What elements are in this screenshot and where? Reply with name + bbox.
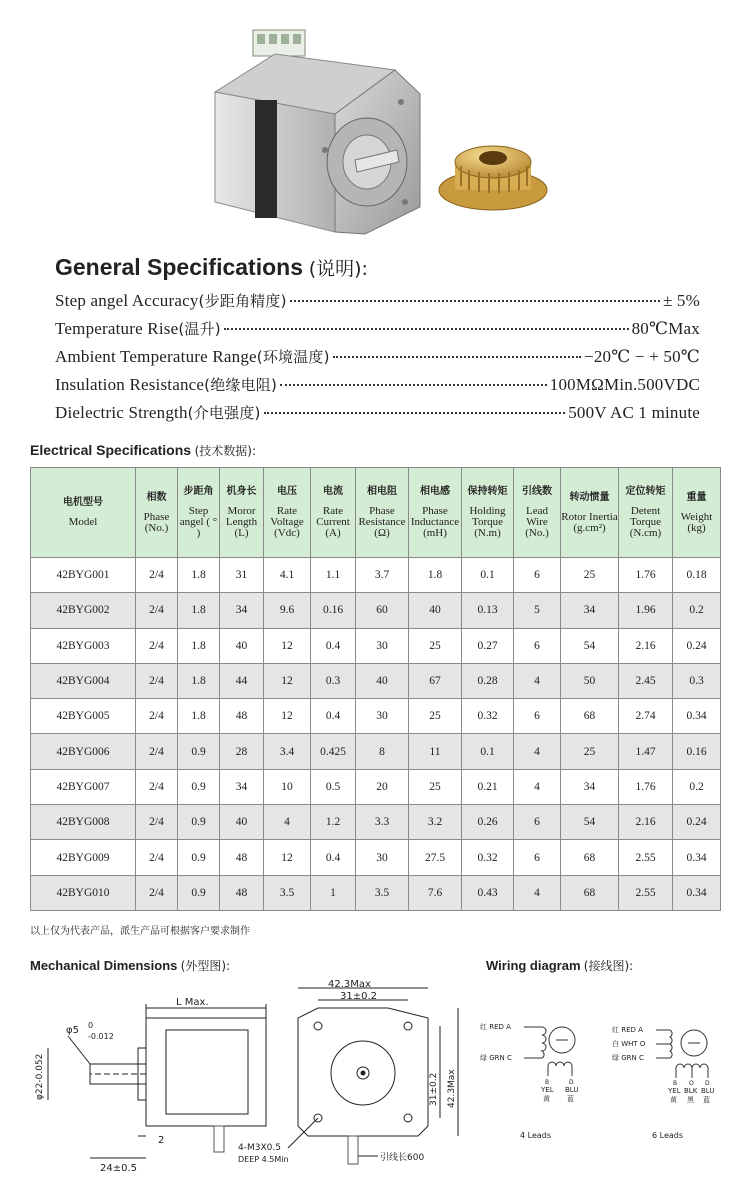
table-cell: 68	[561, 875, 619, 910]
table-cell: 1.8	[178, 558, 220, 593]
table-cell: 1.2	[311, 805, 356, 840]
table-cell: 11	[409, 734, 462, 769]
header-rate-current: 电流 Rate Current (A)	[311, 468, 356, 558]
header-phase-inductance: 相电感 Phase Inductance (mH)	[409, 468, 462, 558]
table-cell: 60	[356, 593, 409, 628]
table-cell: 34	[220, 769, 264, 804]
table-cell: 10	[264, 769, 311, 804]
table-cell: 68	[561, 840, 619, 875]
mechanical-drawing	[28, 978, 488, 1178]
table-cell: 34	[561, 593, 619, 628]
lead-yel: YEL	[541, 1086, 554, 1094]
lead-blu: BLU	[565, 1086, 579, 1094]
dim-shaft-length: 24±0.5	[100, 1163, 138, 1174]
table-cell: 0.16	[311, 593, 356, 628]
table-cell: 2/4	[136, 805, 178, 840]
table-cell: 4.1	[264, 558, 311, 593]
header-rate-voltage: 电压 Rate Voltage (Vdc)	[264, 468, 311, 558]
table-cell: 0.26	[462, 805, 514, 840]
lead6-blk: BLK	[684, 1087, 698, 1095]
table-cell: 0.2	[673, 769, 721, 804]
header-motor-length: 机身长 Moror Length (L)	[220, 468, 264, 558]
header-holding-torque: 保持转矩 Holding Torque (N.m)	[462, 468, 514, 558]
table-cell: 5	[514, 593, 561, 628]
lead6-yel-cn: 黄	[670, 1096, 677, 1104]
table-cell: 25	[561, 558, 619, 593]
wiring-6-leads	[612, 1010, 724, 1150]
dim-hole-pitch: 31±0.2	[340, 991, 378, 1002]
leader-dots	[280, 384, 547, 386]
table-cell: 0.1	[462, 734, 514, 769]
table-cell: 2/4	[136, 734, 178, 769]
header-detent-torque: 定位转矩 Detent Torque (N.cm)	[619, 468, 673, 558]
table-cell: 30	[356, 628, 409, 663]
header-weight: 重量 Weight (kg)	[673, 468, 721, 558]
table-cell: 0.9	[178, 875, 220, 910]
table-cell: 0.9	[178, 769, 220, 804]
table-cell: 1.1	[311, 558, 356, 593]
table-cell: 42BYG003	[31, 628, 136, 663]
caption-6-leads: 6 Leads	[652, 1131, 684, 1140]
table-cell: 2/4	[136, 558, 178, 593]
dim-width-max: 42.3Max	[328, 979, 371, 990]
table-cell: 6	[514, 840, 561, 875]
table-cell: 3.4	[264, 734, 311, 769]
wire6-wht-o: 白 WHT O	[612, 1040, 646, 1048]
table-row	[31, 769, 721, 804]
table-cell: 1.96	[619, 593, 673, 628]
dim-shaft-tol-top: 0	[88, 1021, 94, 1030]
table-cell: 7.6	[409, 875, 462, 910]
table-cell: 0.16	[673, 734, 721, 769]
table-cell: 48	[220, 699, 264, 734]
lead6-yel: YEL	[668, 1087, 681, 1095]
table-cell: 67	[409, 663, 462, 698]
table-cell: 48	[220, 875, 264, 910]
wire-red-a: 红 RED A	[480, 1023, 511, 1031]
table-cell: 42BYG005	[31, 699, 136, 734]
table-row	[31, 593, 721, 628]
dim-height-max: 42.3Max	[447, 1069, 457, 1108]
header-step-angle: 步距角 Step angel ( ° )	[178, 468, 220, 558]
table-cell: 6	[514, 558, 561, 593]
table-cell: 42BYG008	[31, 805, 136, 840]
table-cell: 3.5	[356, 875, 409, 910]
table-cell: 34	[220, 593, 264, 628]
table-cell: 2.45	[619, 663, 673, 698]
lead6-blu-cn: 蓝	[703, 1096, 710, 1104]
table-cell: 8	[356, 734, 409, 769]
table-cell: 20	[356, 769, 409, 804]
dim-shaft-tol-bot: -0.012	[88, 1032, 114, 1041]
table-cell: 42BYG006	[31, 734, 136, 769]
table-cell: 0.34	[673, 840, 721, 875]
table-cell: 4	[514, 875, 561, 910]
table-footnote: 以上仅为代表产品，派生产品可根据客户要求制作	[30, 926, 250, 937]
table-cell: 4	[264, 805, 311, 840]
table-cell: 0.24	[673, 805, 721, 840]
table-cell: 2.55	[619, 875, 673, 910]
table-cell: 0.9	[178, 734, 220, 769]
table-cell: 0.13	[462, 593, 514, 628]
table-cell: 40	[220, 628, 264, 663]
table-cell: 27.5	[409, 840, 462, 875]
lead6-blu: BLU	[701, 1087, 715, 1095]
table-row	[31, 663, 721, 698]
table-cell: 0.4	[311, 628, 356, 663]
table-cell: 1.76	[619, 558, 673, 593]
lead6-o-letter: O	[689, 1080, 694, 1087]
coil-ac	[542, 1027, 546, 1058]
spec-ambient-temperature: Ambient Temperature Range(环境温度) −20℃ − + 50℃	[55, 347, 700, 366]
table-cell: 34	[561, 769, 619, 804]
table-cell: 1.8	[409, 558, 462, 593]
table-cell: 3.2	[409, 805, 462, 840]
caption-4-leads: 4 Leads	[520, 1131, 552, 1140]
header-phase-resistance: 相电阻 Phase Resistance (Ω)	[356, 468, 409, 558]
table-cell: 6	[514, 805, 561, 840]
table-cell: 50	[561, 663, 619, 698]
lead-d-letter: D	[569, 1079, 574, 1086]
table-row	[31, 734, 721, 769]
table-cell: 2.74	[619, 699, 673, 734]
table-cell: 1.47	[619, 734, 673, 769]
dim-boss-dia: φ22-0.052	[35, 1053, 45, 1100]
table-cell: 42BYG002	[31, 593, 136, 628]
table-cell: 0.34	[673, 699, 721, 734]
table-cell: 68	[561, 699, 619, 734]
dim-height-pitch: 31±0.2	[429, 1072, 439, 1106]
table-cell: 0.4	[311, 840, 356, 875]
spec-temperature-rise: Temperature Rise(温升) 80℃Max	[55, 319, 700, 338]
table-cell: 0.9	[178, 840, 220, 875]
table-cell: 54	[561, 805, 619, 840]
table-cell: 1	[311, 875, 356, 910]
lead-blu-cn: 蓝	[567, 1095, 574, 1103]
table-header-row	[31, 468, 721, 558]
table-cell: 12	[264, 663, 311, 698]
brass-pulley-photo	[437, 138, 555, 214]
table-cell: 2/4	[136, 663, 178, 698]
table-cell: 12	[264, 699, 311, 734]
table-cell: 4	[514, 769, 561, 804]
dim-shaft-dia: φ5	[66, 1025, 79, 1036]
table-cell: 6	[514, 699, 561, 734]
table-cell: 12	[264, 628, 311, 663]
header-lead-wire: 引线数 Lead Wire (No.)	[514, 468, 561, 558]
table-cell: 0.18	[673, 558, 721, 593]
table-cell: 4	[514, 663, 561, 698]
general-specifications-title: General Specifications (说明):	[55, 254, 368, 280]
table-row	[31, 875, 721, 910]
spec-dielectric-strength: Dielectric Strength(介电强度) 500V AC 1 minute	[55, 403, 700, 422]
header-rotor-inertia: 转动惯量 Rotor Inertia (g.cm²)	[561, 468, 619, 558]
table-cell: 0.3	[673, 663, 721, 698]
table-cell: 0.24	[673, 628, 721, 663]
table-cell: 42BYG001	[31, 558, 136, 593]
table-cell: 31	[220, 558, 264, 593]
table-cell: 2/4	[136, 840, 178, 875]
table-cell: 1.76	[619, 769, 673, 804]
table-cell: 25	[409, 628, 462, 663]
leader-dots	[264, 412, 566, 414]
table-cell: 42BYG009	[31, 840, 136, 875]
coil-bd	[548, 1062, 572, 1066]
dim-l-max: L Max.	[176, 997, 209, 1008]
table-cell: 2.16	[619, 628, 673, 663]
table-cell: 3.3	[356, 805, 409, 840]
mechanical-dimensions-title: Mechanical Dimensions (外型图):	[30, 958, 231, 973]
table-cell: 2/4	[136, 769, 178, 804]
stepper-motor-photo	[205, 22, 425, 237]
table-cell: 0.27	[462, 628, 514, 663]
table-cell: 0.9	[178, 805, 220, 840]
table-cell: 0.32	[462, 699, 514, 734]
lead6-d-letter: D	[705, 1080, 710, 1087]
wire6-red-a: 红 RED A	[612, 1026, 643, 1034]
table-cell: 9.6	[264, 593, 311, 628]
table-cell: 0.3	[311, 663, 356, 698]
table-cell: 42BYG010	[31, 875, 136, 910]
table-cell: 2/4	[136, 593, 178, 628]
table-cell: 0.5	[311, 769, 356, 804]
table-cell: 2/4	[136, 628, 178, 663]
table-cell: 2.55	[619, 840, 673, 875]
table-cell: 30	[356, 840, 409, 875]
electrical-specifications-title: Electrical Specifications (技术数据):	[30, 442, 256, 458]
table-cell: 6	[514, 628, 561, 663]
table-cell: 25	[561, 734, 619, 769]
dim-screw-depth: DEEP 4.5Min	[238, 1155, 289, 1164]
table-cell: 2/4	[136, 699, 178, 734]
table-cell: 25	[409, 769, 462, 804]
dim-lead-length: 引线长600	[380, 1153, 425, 1163]
leader-dots	[333, 356, 581, 358]
table-cell: 0.34	[673, 875, 721, 910]
table-row	[31, 628, 721, 663]
leader-dots	[224, 328, 629, 330]
table-row	[31, 699, 721, 734]
leader-dots	[290, 300, 660, 302]
table-cell: 0.2	[673, 593, 721, 628]
table-cell: 0.32	[462, 840, 514, 875]
spec-insulation-resistance: Insulation Resistance(绝缘电阻) 100MΩMin.500VDC	[55, 375, 700, 394]
table-cell: 0.4	[311, 699, 356, 734]
lead-b-letter: B	[545, 1079, 550, 1086]
table-cell: 0.28	[462, 663, 514, 698]
table-cell: 28	[220, 734, 264, 769]
wiring-diagram-title: Wiring diagram (接线图):	[486, 958, 634, 973]
table-cell: 1.8	[178, 593, 220, 628]
table-cell: 48	[220, 840, 264, 875]
coil6-ac	[670, 1030, 672, 1058]
table-cell: 0.43	[462, 875, 514, 910]
table-cell: 12	[264, 840, 311, 875]
lead-yel-cn: 黄	[543, 1095, 550, 1103]
table-row	[31, 558, 721, 593]
table-cell: 25	[409, 699, 462, 734]
table-cell: 0.1	[462, 558, 514, 593]
table-cell: 2/4	[136, 875, 178, 910]
table-cell: 42BYG004	[31, 663, 136, 698]
table-cell: 0.21	[462, 769, 514, 804]
lead6-blk-cn: 黑	[687, 1096, 694, 1104]
coil6-bd	[676, 1064, 708, 1068]
header-phase: 相数 Phase (No.)	[136, 468, 178, 558]
table-cell: 40	[220, 805, 264, 840]
table-cell: 0.425	[311, 734, 356, 769]
table-cell: 3.7	[356, 558, 409, 593]
table-cell: 44	[220, 663, 264, 698]
table-cell: 1.8	[178, 663, 220, 698]
lead6-b-letter: B	[673, 1080, 678, 1087]
table-cell: 40	[356, 663, 409, 698]
spec-step-angle-accuracy: Step angel Accuracy(步距角精度) ± 5%	[55, 291, 700, 310]
table-cell: 1.8	[178, 699, 220, 734]
table-cell: 3.5	[264, 875, 311, 910]
dim-screw: 4-M3X0.5	[238, 1143, 281, 1153]
dim-boss-length: 2	[158, 1135, 165, 1146]
table-row	[31, 840, 721, 875]
wire6-grn-c: 绿 GRN C	[612, 1054, 644, 1062]
table-cell: 42BYG007	[31, 769, 136, 804]
motor-side-inner	[166, 1030, 248, 1114]
table-row	[31, 805, 721, 840]
wire-grn-c: 绿 GRN C	[480, 1054, 512, 1062]
table-cell: 54	[561, 628, 619, 663]
table-cell: 1.8	[178, 628, 220, 663]
wiring-4-leads	[480, 1010, 590, 1150]
header-model: 电机型号 Model	[31, 468, 136, 558]
table-cell: 2.16	[619, 805, 673, 840]
table-cell: 40	[409, 593, 462, 628]
table-cell: 4	[514, 734, 561, 769]
table-cell: 30	[356, 699, 409, 734]
electrical-spec-table	[30, 467, 721, 911]
